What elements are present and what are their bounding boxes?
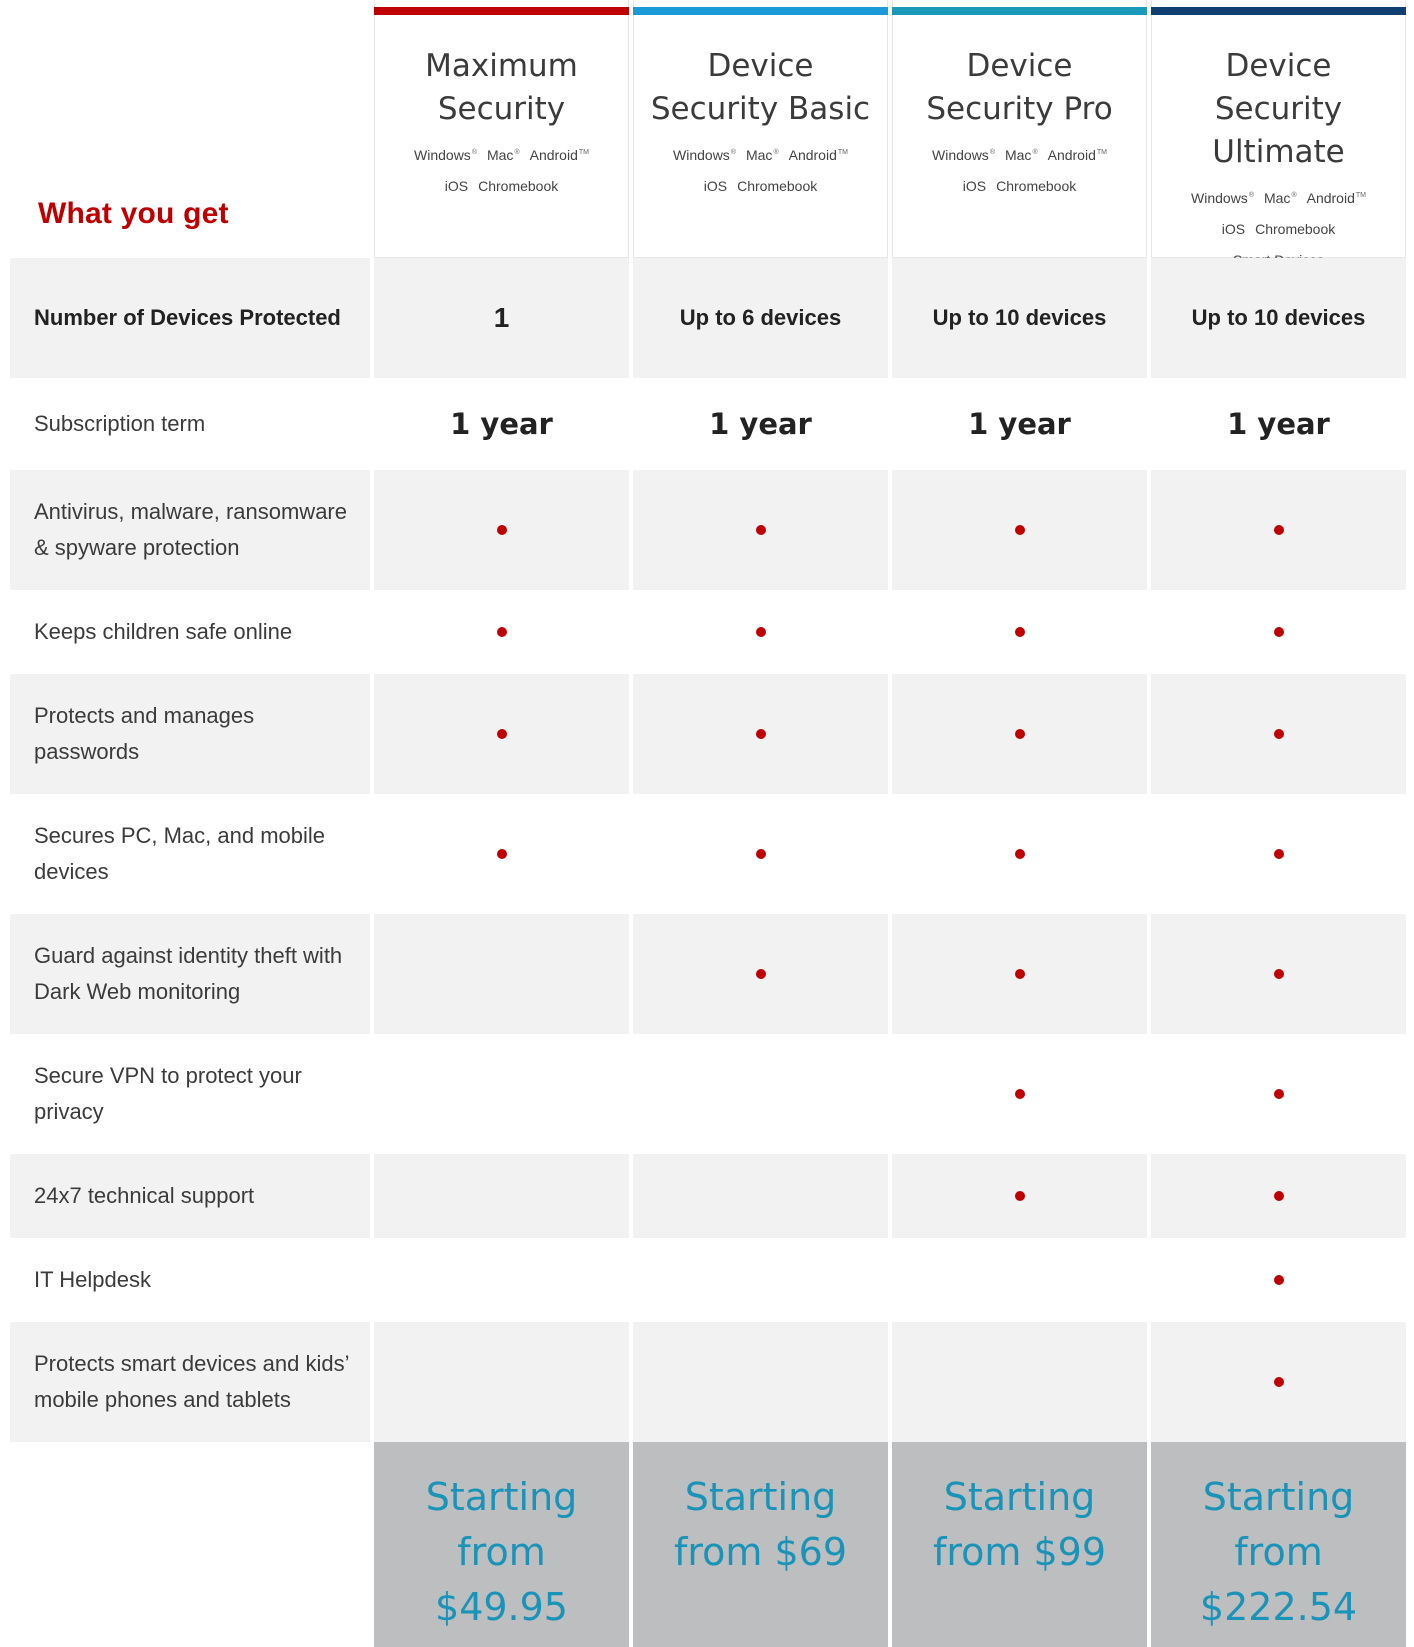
feature-row xyxy=(0,914,1414,1034)
price-cell-device-security-pro[interactable]: Starting from $99 xyxy=(892,1442,1147,1647)
plan-header-1 xyxy=(633,0,888,258)
platform-name: Chromebook xyxy=(996,177,1077,194)
feature-label: IT Helpdesk xyxy=(34,1267,151,1292)
plan-name: Device Security Pro xyxy=(926,48,1113,127)
trademark-mark: TM xyxy=(1096,149,1107,156)
feature-cell xyxy=(892,590,1147,674)
feature-cell xyxy=(892,1154,1147,1238)
devices-value: Up to 10 devices xyxy=(1151,258,1406,378)
feature-cell xyxy=(633,1154,888,1238)
feature-cell xyxy=(1151,674,1406,794)
included-dot-icon xyxy=(1015,1191,1025,1201)
plan-name: Device Security Basic xyxy=(650,48,871,127)
feature-cell xyxy=(374,1034,629,1154)
devices-value: Up to 6 devices xyxy=(633,258,888,378)
included-dot-icon xyxy=(1274,729,1284,739)
devices-value: 1 xyxy=(374,258,629,378)
platform-name: Windows® xyxy=(1191,189,1254,206)
platform-name: Chromebook xyxy=(1255,220,1336,237)
feature-cell xyxy=(374,794,629,914)
term-value: 1 year xyxy=(1227,407,1330,441)
feature-cell xyxy=(374,1322,629,1442)
included-dot-icon xyxy=(1274,1275,1284,1285)
included-dot-icon xyxy=(497,525,507,535)
term-value: 1 year xyxy=(709,407,812,441)
devices-value: Up to 10 devices xyxy=(892,258,1147,378)
feature-row xyxy=(0,590,1414,674)
included-dot-icon xyxy=(1274,969,1284,979)
feature-label: Protects and manages passwords xyxy=(10,674,370,794)
feature-cell xyxy=(633,470,888,590)
included-dot-icon xyxy=(756,525,766,535)
feature-cell xyxy=(374,914,629,1034)
included-dot-icon xyxy=(1015,1089,1025,1099)
platform-name: Android™ xyxy=(1047,146,1107,163)
plan-accent-bar xyxy=(374,7,629,15)
devices-label: Number of Devices Protected xyxy=(10,258,370,378)
feature-row xyxy=(0,1238,1414,1322)
feature-cell xyxy=(1151,914,1406,1034)
feature-cell xyxy=(374,1154,629,1238)
included-dot-icon xyxy=(1015,525,1025,535)
feature-cell xyxy=(374,1238,629,1322)
plan-platforms xyxy=(654,137,867,202)
feature-cell xyxy=(633,794,888,914)
platform-name: Chromebook xyxy=(478,177,559,194)
included-dot-icon xyxy=(1274,627,1284,637)
plan-accent-bar xyxy=(1151,7,1406,15)
included-dot-icon xyxy=(497,729,507,739)
included-dot-icon xyxy=(1274,849,1284,859)
platform-line xyxy=(927,171,1112,202)
feature-cell xyxy=(892,674,1147,794)
plan-platforms xyxy=(913,137,1126,202)
platform-name: Chromebook xyxy=(737,177,818,194)
feature-row xyxy=(0,794,1414,914)
feature-row xyxy=(0,674,1414,794)
platform-name: Windows® xyxy=(673,146,736,163)
platform-line xyxy=(409,137,594,171)
feature-label: Guard against identity theft with Dark Web monitoring xyxy=(10,914,370,1034)
platform-name: iOS xyxy=(703,177,728,194)
platform-name: Android™ xyxy=(529,146,589,163)
feature-cell xyxy=(374,590,629,674)
plan-header-3 xyxy=(1151,0,1406,258)
platform-name: Android™ xyxy=(1306,189,1366,206)
included-dot-icon xyxy=(756,729,766,739)
trademark-mark: ® xyxy=(1032,149,1038,156)
platform-name: Android™ xyxy=(788,146,848,163)
feature-cell xyxy=(1151,1238,1406,1322)
included-dot-icon xyxy=(756,627,766,637)
feature-label: Protects smart devices and kids’ mobile phones and tablets xyxy=(10,1322,370,1442)
feature-cell xyxy=(1151,1322,1406,1442)
platform-name: Mac® xyxy=(1004,146,1038,163)
feature-cell xyxy=(892,1322,1147,1442)
feature-cell xyxy=(1151,470,1406,590)
plan-name: Maximum Security xyxy=(425,48,578,127)
included-dot-icon xyxy=(1274,525,1284,535)
included-dot-icon xyxy=(1274,1191,1284,1201)
feature-label: Secure VPN to protect your privacy xyxy=(34,1063,302,1124)
term-value: 1 year xyxy=(450,407,553,441)
price-cell-device-security-basic[interactable]: Starting from $69 xyxy=(633,1442,888,1647)
trademark-mark: ® xyxy=(1248,192,1254,199)
plan-header-0 xyxy=(374,0,629,258)
feature-row xyxy=(0,1154,1414,1238)
platform-line xyxy=(668,171,853,202)
trademark-mark: ® xyxy=(1291,192,1297,199)
included-dot-icon xyxy=(1015,969,1025,979)
feature-row xyxy=(0,470,1414,590)
feature-cell xyxy=(633,590,888,674)
section-title: What you get xyxy=(38,197,229,230)
feature-label: Secures PC, Mac, and mobile devices xyxy=(34,823,326,884)
included-dot-icon xyxy=(1015,849,1025,859)
platform-line xyxy=(668,137,853,171)
feature-label: Antivirus, malware, ransomware & spyware protection xyxy=(10,470,370,590)
included-dot-icon xyxy=(1015,627,1025,637)
platform-name: iOS xyxy=(1221,220,1246,237)
trademark-mark: ® xyxy=(773,149,779,156)
feature-cell xyxy=(1151,1034,1406,1154)
feature-cell xyxy=(892,794,1147,914)
feature-cell xyxy=(633,1034,888,1154)
included-dot-icon xyxy=(1274,1377,1284,1387)
plan-header-2 xyxy=(892,0,1147,258)
price-label-spacer xyxy=(10,1442,370,1647)
section-title-cell xyxy=(10,0,370,258)
included-dot-icon xyxy=(756,849,766,859)
feature-cell xyxy=(892,1034,1147,1154)
feature-cell xyxy=(633,674,888,794)
trademark-mark: ® xyxy=(989,149,995,156)
plan-platforms xyxy=(395,137,608,202)
feature-cell xyxy=(633,914,888,1034)
trademark-mark: TM xyxy=(1355,192,1366,199)
platform-line xyxy=(409,171,594,202)
price-cell-device-security-ultimate[interactable]: Starting from $222.54 xyxy=(1151,1442,1406,1647)
feature-cell xyxy=(374,470,629,590)
platform-name: Windows® xyxy=(932,146,995,163)
platform-line xyxy=(927,137,1112,171)
feature-rows xyxy=(0,470,1414,1442)
feature-cell xyxy=(1151,1154,1406,1238)
platform-name: Windows® xyxy=(414,146,477,163)
included-dot-icon xyxy=(497,849,507,859)
feature-row xyxy=(0,1034,1414,1154)
plan-accent-bar xyxy=(892,7,1147,15)
included-dot-icon xyxy=(1015,729,1025,739)
feature-cell xyxy=(892,1238,1147,1322)
plan-header-row xyxy=(0,0,1414,258)
feature-cell xyxy=(892,470,1147,590)
feature-cell xyxy=(892,914,1147,1034)
platform-name: iOS xyxy=(444,177,469,194)
trademark-mark: ® xyxy=(730,149,736,156)
subscription-term-row xyxy=(0,378,1414,470)
term-label: Subscription term xyxy=(34,411,206,436)
platform-name: iOS xyxy=(962,177,987,194)
platform-name: Mac® xyxy=(1263,189,1297,206)
feature-label: Keeps children safe online xyxy=(34,619,293,644)
platform-line xyxy=(1186,214,1371,245)
feature-cell xyxy=(1151,794,1406,914)
plan-name: Device Security Ultimate xyxy=(1212,48,1345,170)
feature-row xyxy=(0,1322,1414,1442)
included-dot-icon xyxy=(497,627,507,637)
trademark-mark: ® xyxy=(514,149,520,156)
included-dot-icon xyxy=(756,969,766,979)
platform-name: Mac® xyxy=(745,146,779,163)
price-row xyxy=(0,1442,1414,1647)
feature-cell xyxy=(374,674,629,794)
price-cell-maximum-security[interactable]: Starting from $49.95 xyxy=(374,1442,629,1647)
feature-cell xyxy=(633,1238,888,1322)
term-value: 1 year xyxy=(968,407,1071,441)
feature-cell xyxy=(633,1322,888,1442)
included-dot-icon xyxy=(1274,1089,1284,1099)
platform-name: Mac® xyxy=(486,146,520,163)
trademark-mark: TM xyxy=(837,149,848,156)
trademark-mark: ® xyxy=(471,149,477,156)
plan-accent-bar xyxy=(633,7,888,15)
platform-line xyxy=(1186,180,1371,214)
devices-row xyxy=(0,258,1414,378)
trademark-mark: TM xyxy=(578,149,589,156)
feature-label: 24x7 technical support xyxy=(10,1154,370,1238)
feature-cell xyxy=(1151,590,1406,674)
